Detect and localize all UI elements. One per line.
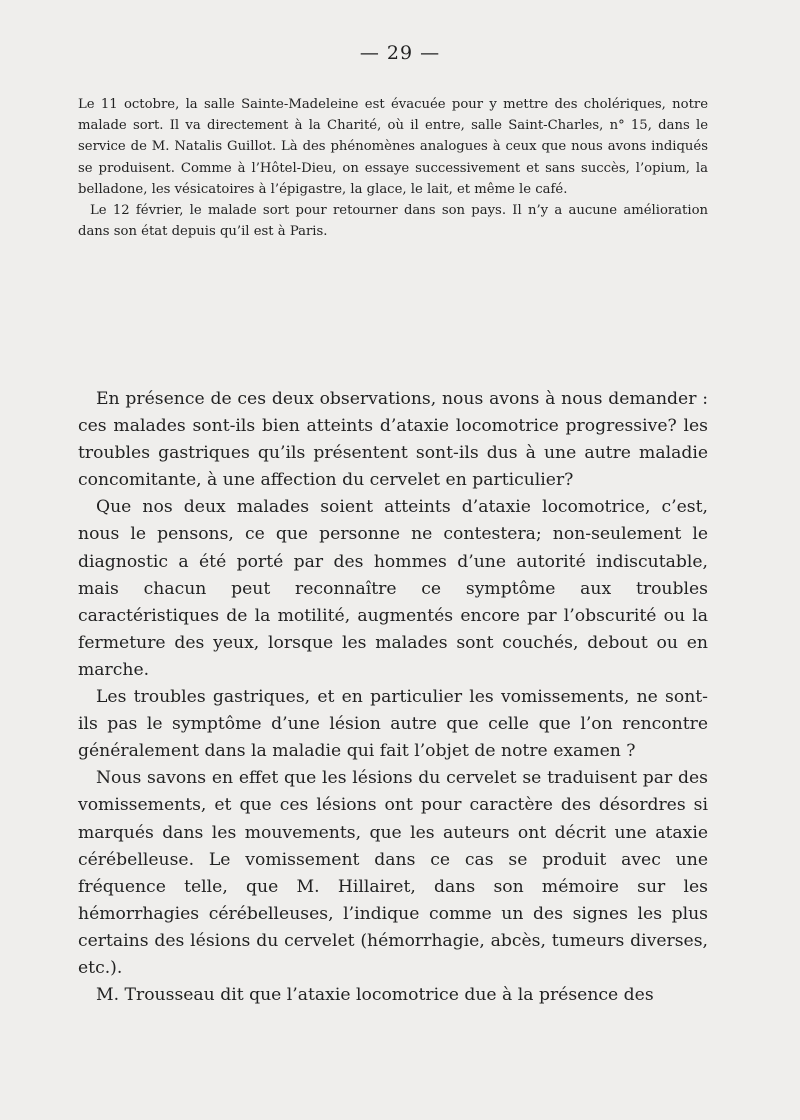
- discussion-paragraph: Les troubles gastriques, et en particulier les vomissements, ne sont-ils pas le symptôme d’une lésion autre que celle que l’on rencontre généralement dans la maladie qui fait l’objet de notre examen ?: [78, 687, 708, 762]
- case-note-paragraph: Le 12 février, le malade sort pour retourner dans son pays. Il n’y a aucune amélioration dans son état depuis qu’il est à Paris.: [78, 203, 708, 240]
- page-number: — 29 —: [359, 42, 441, 64]
- case-note-paragraph: Le 11 octobre, la salle Sainte-Madeleine est évacuée pour y mettre des cholériques, notre malade sort. Il va directement à la Charité, où il entre, salle Saint-Charles, n° 15, dans le service de M. Natalis Guillot. Là des phénomènes analogues à ceux que nous avons indiqués se produisent. Comme à l’Hôtel-Dieu, on essaye successivement et sans succès, l’opium, la belladone, les vésicatoires à l’épigastre, la glace, le lait, et même le café.: [78, 97, 708, 197]
- discussion-paragraph: Que nos deux malades soient atteints d’ataxie locomotrice, c’est, nous le pensons, ce que personne ne contestera; non-seulement le diagnostic a été porté par des hommes d’une autorité indiscutable, mais chacun peut reconnaître ce symptôme aux troubles caractéristiques de la motilité, augmentés encore par l’obscurité ou la fermeture des yeux, lorsque les malades sont couchés, debout ou en marche.: [78, 497, 708, 680]
- case-notes: [78, 94, 708, 242]
- discussion-text: [78, 386, 708, 1009]
- discussion-paragraph: Nous savons en effet que les lésions du cervelet se traduisent par des vomissements, et que ces lésions ont pour caractère des désordres si marqués dans les mouvements, que les auteurs ont décrit une ataxie cérébelleuse. Le vomissement dans ce cas se produit avec une fréquence telle, que M. Hillairet, dans son mémoire sur les hémorrhagies cérébelleuses, l’indique comme un des signes les plus certains des lésions du cervelet (hémorrhagie, abcès, tumeurs diverses, etc.).: [78, 768, 708, 978]
- discussion-paragraph: M. Trousseau dit que l’ataxie locomotrice due à la présence des: [96, 985, 654, 1006]
- discussion-paragraph: En présence de ces deux observations, nous avons à nous demander : ces malades sont-ils bien atteints d’ataxie locomotrice progressive? les troubles gastriques qu’ils présentent sont-ils dus à une autre maladie concomitante, à une affection du cervelet en particulier?: [78, 389, 708, 491]
